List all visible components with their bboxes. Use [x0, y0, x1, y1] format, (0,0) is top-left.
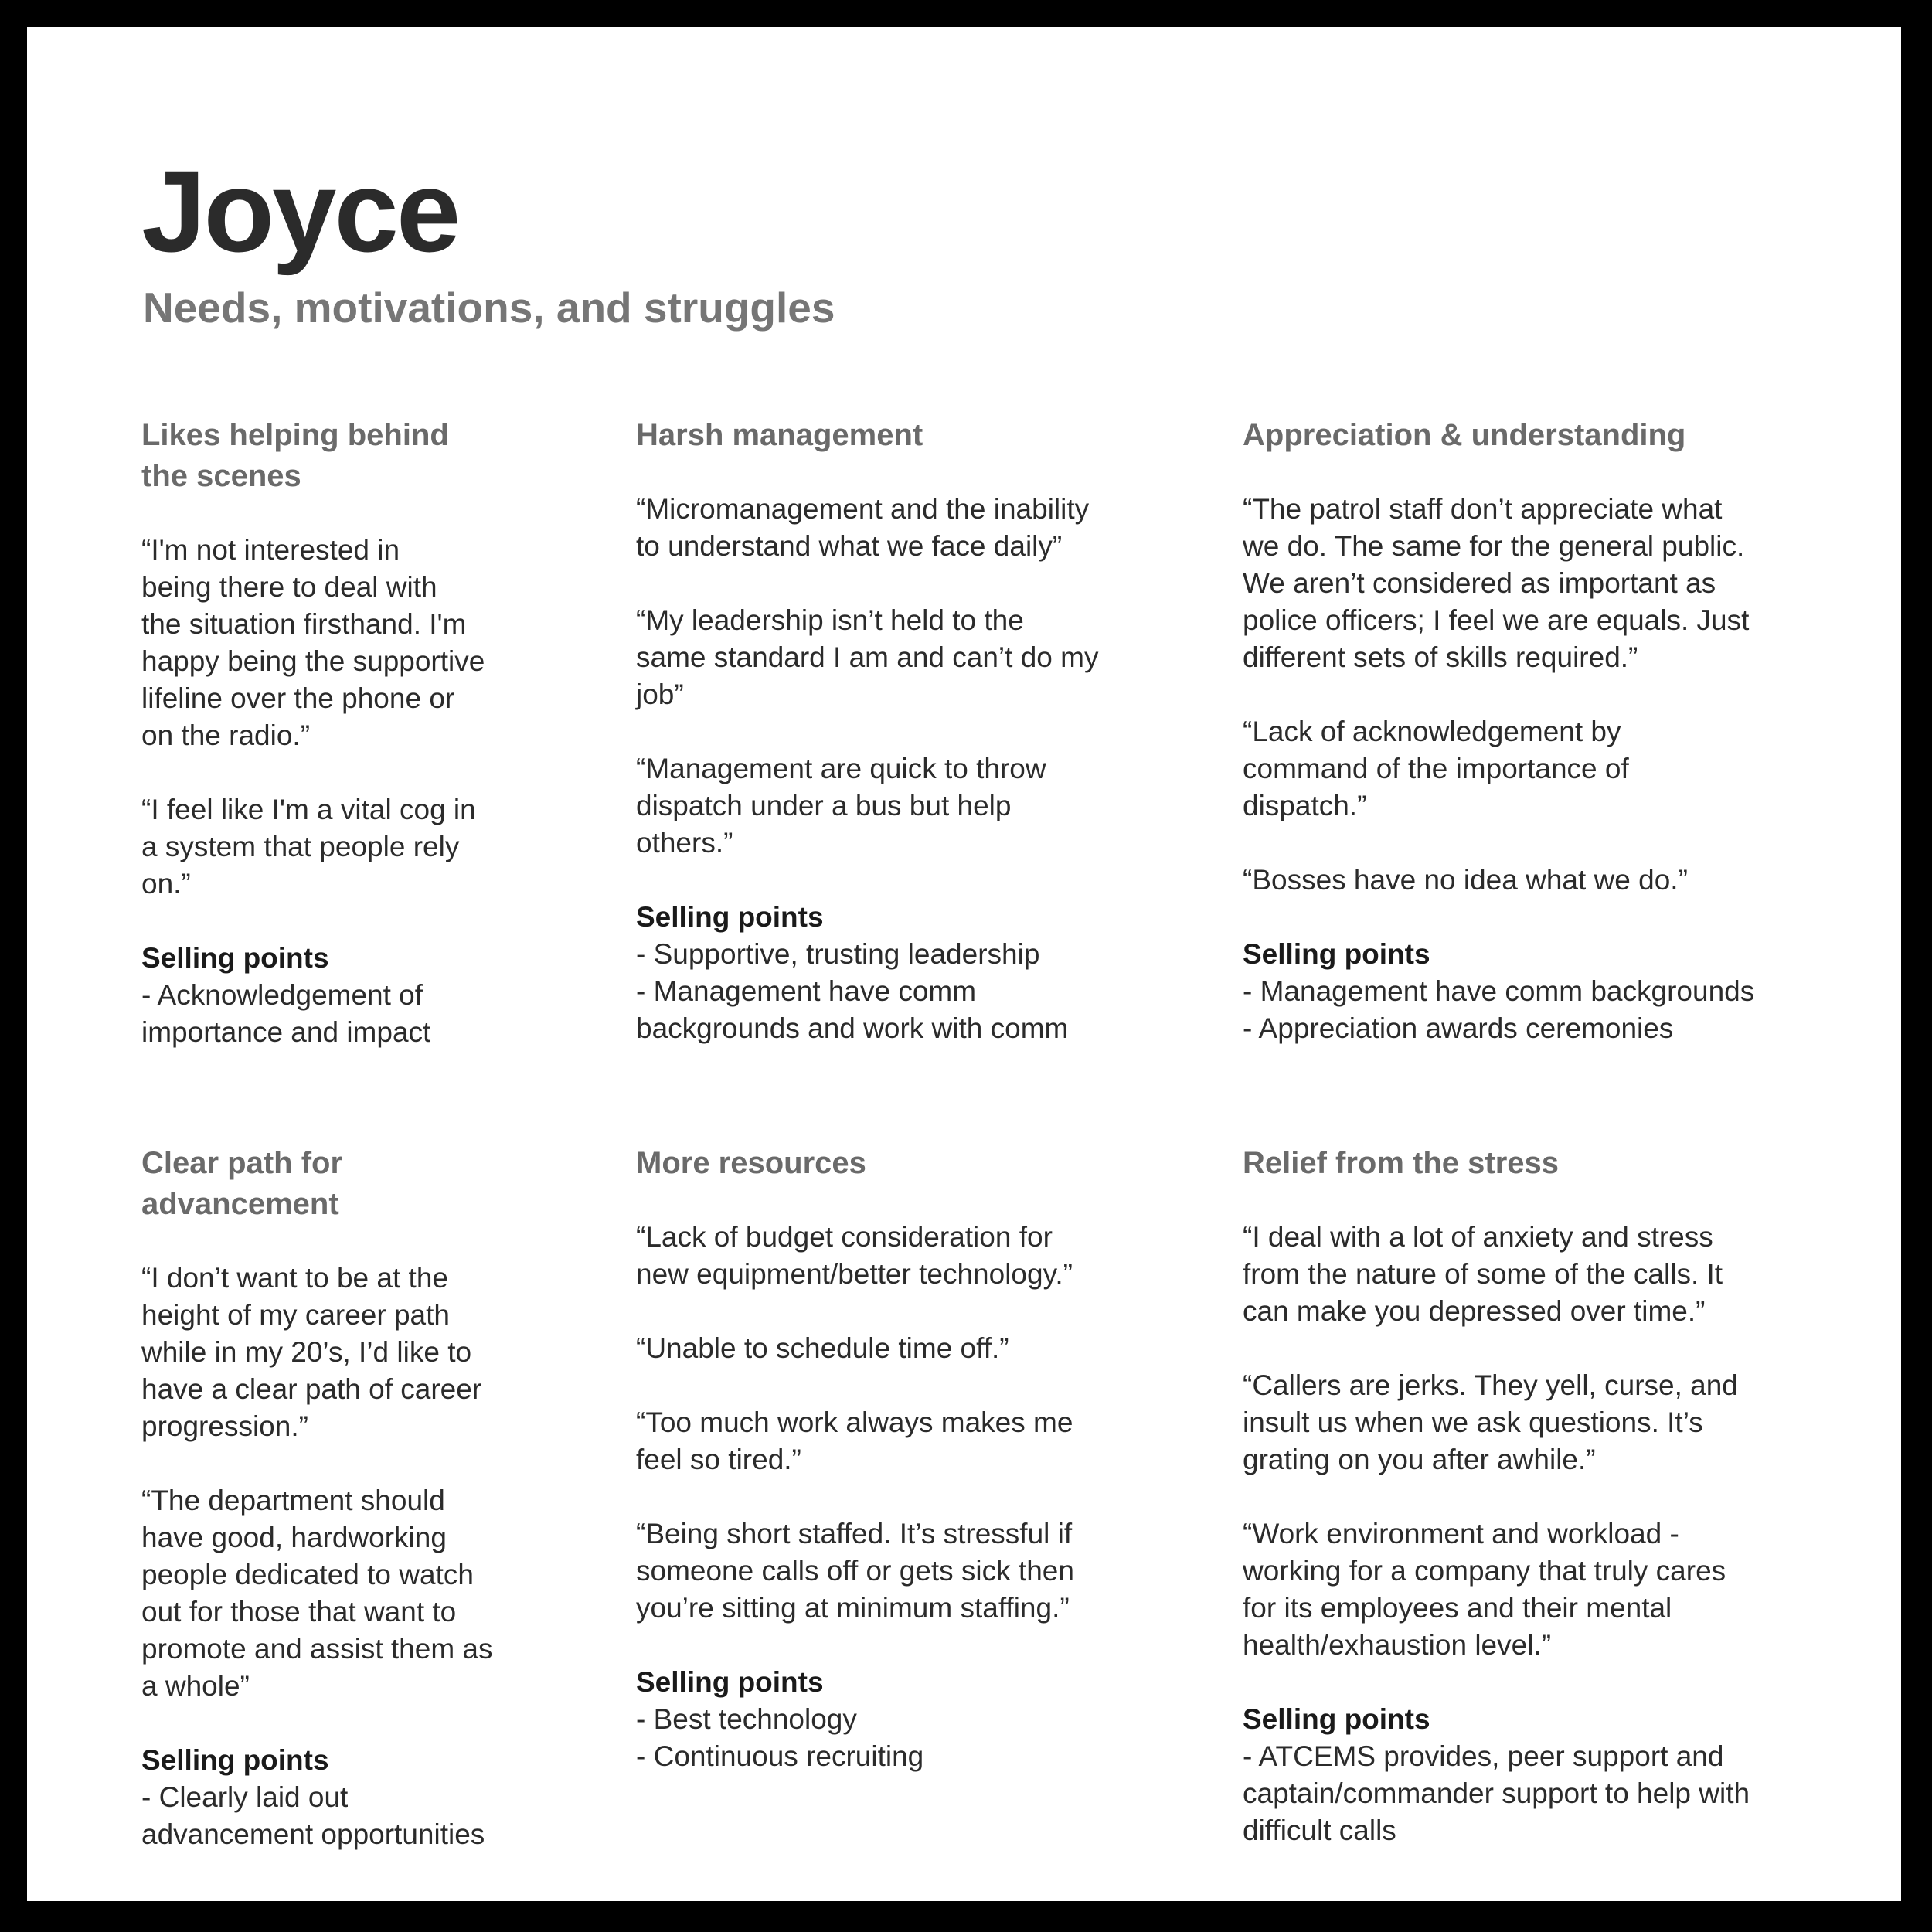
- selling-point-item: - ATCEMS provides, peer support and captain/commander support to help with difficult calls: [1243, 1740, 1750, 1846]
- need-card: [636, 1143, 1162, 1775]
- card-heading: Likes helping behind the scenes: [141, 418, 449, 493]
- card-quote: “Bosses have no idea what we do.”: [1243, 864, 1688, 896]
- card-quote: “I feel like I'm a vital cog in a system that people rely on.”: [141, 794, 476, 900]
- selling-points-heading: Selling points: [636, 1666, 824, 1698]
- card-quote: “Callers are jerks. They yell, curse, and insult us when we ask questions. It’s grating on you after awhile.”: [1243, 1369, 1738, 1475]
- card-quote: “The department should have good, hardworking people dedicated to watch out for those that want to promote and assist them as a whole”: [141, 1485, 493, 1702]
- page-subtitle: Needs, motivations, and struggles: [143, 284, 835, 332]
- card-quote: “I'm not interested in being there to deal with the situation firsthand. I'm happy being the supportive lifeline over the phone or on the radio.”: [141, 534, 485, 751]
- card-heading: Appreciation & understanding: [1243, 418, 1686, 452]
- card-heading: Clear path for advancement: [141, 1146, 343, 1221]
- card-quote: “I don’t want to be at the height of my career path while in my 20’s, I’d like to have a clear path of career progression.”: [141, 1262, 482, 1442]
- selling-point-item: - Management have comm backgrounds and work with comm: [636, 975, 1069, 1044]
- need-card: [636, 415, 1162, 1047]
- need-card: [1243, 1143, 1861, 1849]
- need-card: [141, 415, 543, 1051]
- selling-points-heading: Selling points: [141, 1744, 329, 1776]
- selling-points-list: [1243, 1738, 1861, 1849]
- selling-points-heading: Selling points: [1243, 938, 1430, 970]
- need-card: [141, 1143, 543, 1853]
- selling-point-item: - Continuous recruiting: [636, 1740, 924, 1772]
- card-quote: “I deal with a lot of anxiety and stress from the nature of some of the calls. It can make you depressed over time.”: [1243, 1221, 1723, 1327]
- card-quote: “Micromanagement and the inability to understand what we face daily”: [636, 493, 1090, 562]
- card-quote: “Lack of budget consideration for new equipment/better technology.”: [636, 1221, 1073, 1290]
- card-heading: More resources: [636, 1146, 866, 1180]
- persona-page: [27, 27, 1901, 1901]
- selling-point-item: - Management have comm backgrounds: [1243, 975, 1755, 1007]
- card-heading: Harsh management: [636, 418, 923, 452]
- selling-points-list: [1243, 973, 1861, 1047]
- selling-point-item: - Acknowledgement of importance and impact: [141, 979, 431, 1048]
- need-card: [1243, 415, 1861, 1047]
- card-quote: “My leadership isn’t held to the same standard I am and can’t do my job”: [636, 604, 1099, 710]
- selling-points-heading: Selling points: [1243, 1703, 1430, 1735]
- selling-points-list: [636, 936, 1162, 1047]
- card-quote: “Too much work always makes me feel so tired.”: [636, 1406, 1073, 1475]
- page-title: Joyce: [141, 146, 459, 276]
- selling-point-item: - Appreciation awards ceremonies: [1243, 1012, 1674, 1044]
- selling-points-list: [141, 977, 543, 1051]
- selling-points-heading: Selling points: [636, 901, 824, 933]
- selling-point-item: - Best technology: [636, 1703, 857, 1735]
- card-quote: “Management are quick to throw dispatch under a bus but help others.”: [636, 753, 1046, 859]
- card-quote: “Lack of acknowledgement by command of the importance of dispatch.”: [1243, 716, 1629, 821]
- selling-point-item: - Supportive, trusting leadership: [636, 938, 1040, 970]
- selling-points-list: [636, 1701, 1162, 1775]
- card-quote: “The patrol staff don’t appreciate what we do. The same for the general public. We aren’t considered as important as police officers; I feel we are equals. Just different sets of skills required.”: [1243, 493, 1750, 673]
- card-quote: “Unable to schedule time off.”: [636, 1332, 1009, 1364]
- card-quote: “Work environment and workload - working for a company that truly cares for its employees and their mental health/exhaustion level.”: [1243, 1518, 1726, 1661]
- selling-points-heading: Selling points: [141, 942, 329, 974]
- card-heading: Relief from the stress: [1243, 1146, 1560, 1180]
- card-quote: “Being short staffed. It’s stressful if someone calls off or gets sick then you’re sitting at minimum staffing.”: [636, 1518, 1074, 1624]
- selling-point-item: - Clearly laid out advancement opportunities: [141, 1781, 485, 1850]
- selling-points-list: [141, 1779, 543, 1853]
